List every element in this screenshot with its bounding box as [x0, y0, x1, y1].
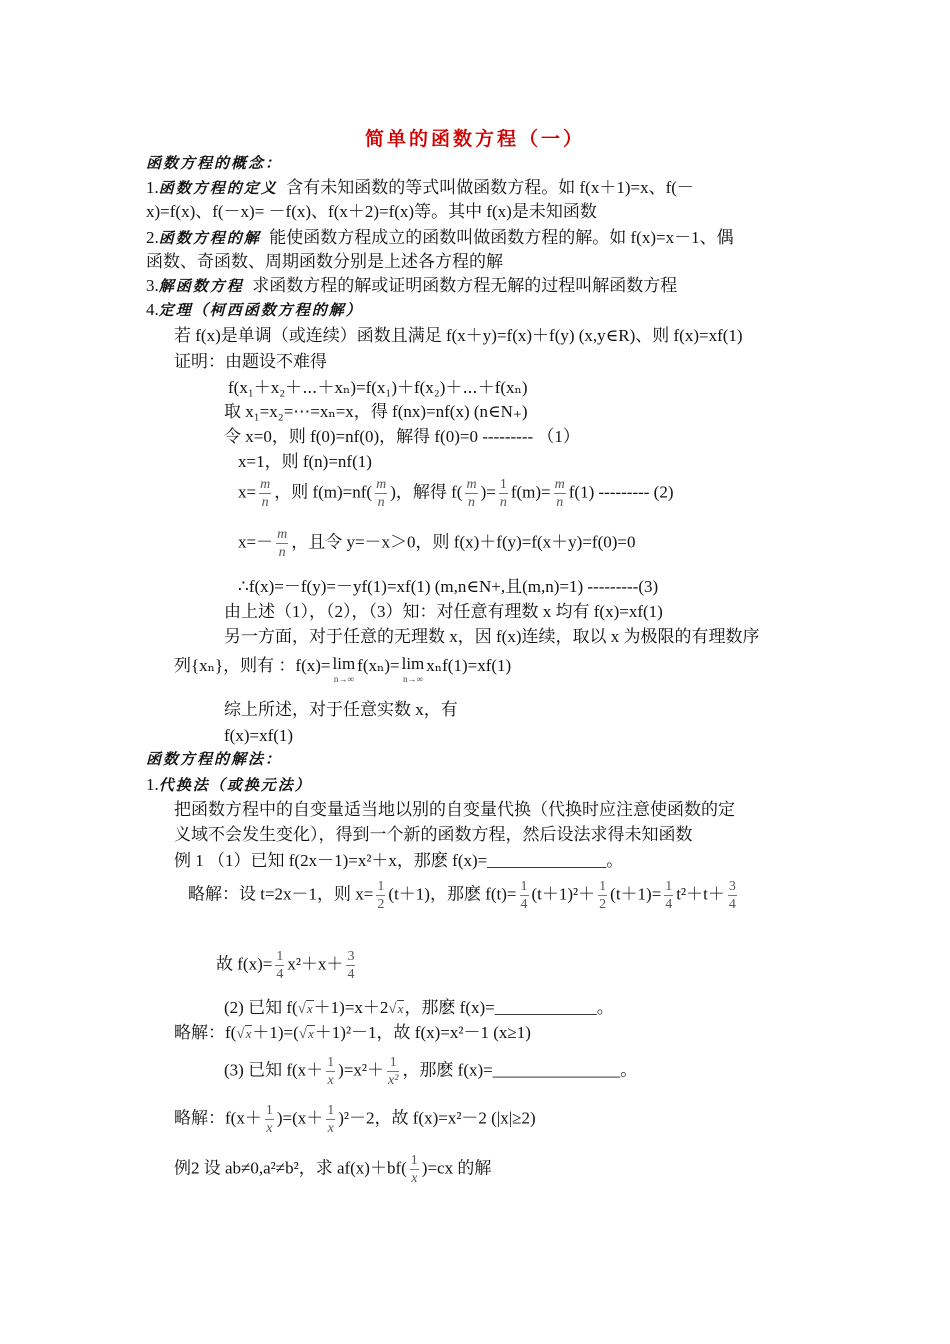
m1-num: 1. — [146, 775, 159, 794]
definition-1-cont: x)=f(x)、f(－x)= －f(x)、f(x＋2)=f(x)等。其中 f(x)是未知函数 — [146, 202, 597, 221]
ex2-a: 例2 设 ab≠0,a²≠b²，求 af(x)＋bf( — [174, 1158, 407, 1178]
method-1-desc-2: 义域不会发生变化），得到一个新的函数方程，然后设法求得未知函数 — [174, 825, 693, 844]
irr2-a: 列{xₙ}，则有 ：f(x)= — [174, 656, 331, 675]
fraction-1-over-2: $\frac{1}{2}$ — [599, 879, 607, 912]
fraction-m-over-n: $\frac{m}{n}$ — [260, 477, 271, 510]
s1b-b: x²＋x＋ — [287, 954, 344, 974]
proof-irrational-2 — [174, 654, 511, 684]
def1-text: 含有未知函数的等式叫做函数方程。如 f(x＋1)=x、f(－ — [286, 178, 694, 197]
page-title: 简单的函数方程（一） — [364, 129, 585, 150]
fraction-1-over-x: $\frac{1}{x}$ — [265, 1103, 273, 1136]
fraction-m-over-n: $\frac{m}{n}$ — [277, 527, 288, 560]
proof-conclusion-rational: 由上述（1），（2），（3）知：对任意有理数 x 均有 f(x)=xf(1) — [224, 602, 663, 621]
fraction-m-over-n: $\frac{m}{n}$ — [554, 477, 565, 510]
m1-term: 代换法（或换元法） — [158, 778, 312, 794]
sqrt-x: √x — [297, 1001, 313, 1017]
xmn-b: ，则 f(m)=nf( — [274, 482, 373, 502]
proof-sum: f(x₁＋x₂＋⋯＋xₙ)=f(x₁)＋f(x₂)＋⋯＋f(xₙ) — [228, 378, 528, 397]
s3-c: )²－2，故 f(x)=x²－2 (|x|≥2) — [338, 1108, 536, 1128]
definition-4 — [146, 298, 363, 323]
s1-b: (t＋1)，那麽 f(t)= — [388, 884, 517, 904]
example-1-solution-1 — [188, 878, 740, 913]
fraction-1-over-4: $\frac{1}{4}$ — [276, 949, 284, 982]
example-1-q1: 例 1 （1）已知 f(2x－1)=x²＋x，那麽 f(x)=______________。 — [174, 851, 624, 870]
theorem-statement: 若 f(x)是单调（或连续）函数且满足 f(x＋y)=f(x)＋f(y) (x,y∈R)、则 f(x)=xf(1) — [174, 326, 743, 345]
def2-text: 能使函数方程成立的函数叫做函数方程的解。如 f(x)=x－1、偶 — [269, 228, 734, 247]
fraction-3-over-4: $\frac{3}{4}$ — [347, 949, 355, 982]
definition-3 — [146, 274, 677, 299]
example-1-q2 — [224, 996, 614, 1021]
definition-2-cont: 函数、奇函数、周期函数分别是上述各方程的解 — [146, 252, 503, 271]
sqrt-x: √x — [236, 1026, 252, 1042]
fraction-1-over-x: $\frac{1}{x}$ — [327, 1103, 335, 1136]
method-1-title — [146, 773, 312, 798]
limit-operator: lim n→∞ — [401, 654, 425, 684]
def1-term: 函数方程的定义 — [158, 181, 278, 197]
xmn-e: f(m)= — [510, 482, 551, 502]
xmn-f: f(1) --------- (2) — [568, 482, 674, 502]
sqrt-x: √x — [388, 1001, 404, 1017]
proof-take: 取 x₁=x₂=⋯=xₙ=x，得 f(nx)=nf(x) (n∈N₊) — [224, 402, 528, 421]
proof-x1: x=1，则 f(n)=nf(1) — [238, 452, 372, 471]
s2-b: ＋1)=( — [252, 1023, 299, 1042]
def3-num: 3. — [146, 276, 159, 295]
s2-c: ＋1)²－1，故 f(x)=x²－1 (x≥1) — [314, 1023, 531, 1042]
limit-operator: lim n→∞ — [332, 654, 356, 684]
q2-a: (2) 已知 f( — [224, 998, 298, 1017]
def4-num: 4. — [146, 300, 159, 319]
s3-a: 略解：f(x＋ — [174, 1108, 262, 1128]
example-1-solution-2 — [174, 1021, 531, 1046]
fraction-1-over-2: $\frac{1}{2}$ — [377, 879, 385, 912]
fraction-1-over-4: $\frac{1}{4}$ — [520, 879, 528, 912]
irr2-c: xₙf(1)=xf(1) — [426, 656, 512, 675]
def3-text: 求函数方程的解或证明函数方程无解的过程叫解函数方程 — [252, 276, 678, 295]
def1-num: 1. — [146, 178, 159, 197]
proof-final: f(x)=xf(1) — [224, 726, 294, 745]
q2-c: ，那麽 f(x)=____________。 — [404, 998, 614, 1017]
fraction-1-over-n: $\frac{1}{n}$ — [499, 477, 507, 510]
fraction-1-over-4: $\frac{1}{4}$ — [665, 879, 673, 912]
proof-x0: 令 x=0，则 f(0)=nf(0)，解得 f(0)=0 --------- （1） — [224, 427, 580, 446]
q3-c: ，那麽 f(x)=_______________。 — [402, 1060, 638, 1080]
fraction-1-over-x: $\frac{1}{x}$ — [410, 1153, 418, 1186]
def3-term: 解函数方程 — [158, 279, 244, 295]
example-1-solution-1b — [216, 948, 358, 983]
q3-b: )=x²＋ — [338, 1060, 385, 1080]
definition-1 — [146, 176, 694, 201]
example-2 — [174, 1152, 491, 1187]
proof-summary: 综上所述，对于任意实数 x，有 — [224, 700, 458, 719]
xneg-a: x=－ — [238, 532, 274, 552]
def2-num: 2. — [146, 228, 159, 247]
s1-d: (t＋1)= — [610, 884, 662, 904]
s1b-a: 故 f(x)= — [216, 954, 273, 974]
ex2-b: )=cx 的解 — [421, 1158, 492, 1178]
sqrt-x: √x — [298, 1026, 314, 1042]
definition-2 — [146, 226, 734, 251]
proof-intro: 证明：由题设不难得 — [174, 352, 327, 371]
s2-a: 略解：f( — [174, 1023, 237, 1042]
xmn-c: )，解得 f( — [390, 482, 463, 502]
def4-term: 定理（柯西函数方程的解） — [158, 303, 363, 319]
proof-xneg — [238, 526, 636, 561]
fraction-3-over-4: $\frac{3}{4}$ — [728, 879, 736, 912]
s1-c: (t＋1)²＋ — [531, 884, 596, 904]
proof-irrational-1: 另一方面，对于任意的无理数 x，因 f(x)连续，取以 x 为极限的有理数序 — [224, 627, 760, 646]
fraction-m-over-n: $\frac{m}{n}$ — [376, 477, 387, 510]
proof-therefore: ∴f(x)=－f(y)=－yf(1)=xf(1) (m,n∈N+,且(m,n)=1) ---------(3) — [238, 577, 659, 596]
s3-b: )=(x＋ — [276, 1108, 324, 1128]
xmn-d: )= — [480, 482, 496, 502]
irr2-b: f(xₙ)= — [357, 656, 400, 675]
fraction-1-over-x: $\frac{1}{x}$ — [327, 1055, 335, 1088]
xmn-a: x= — [238, 482, 257, 502]
section-heading-methods: 函数方程的解法： — [146, 752, 283, 768]
s1-a: 略解：设 t=2x－1，则 x= — [188, 884, 374, 904]
section-heading-concept: 函数方程的概念： — [146, 156, 283, 172]
s1-e: t²＋t＋ — [676, 884, 725, 904]
proof-xmn — [238, 476, 674, 511]
q3-a: (3) 已知 f(x＋ — [224, 1060, 324, 1080]
fraction-m-over-n: $\frac{m}{n}$ — [466, 477, 477, 510]
def2-term: 函数方程的解 — [158, 231, 261, 247]
fraction-1-over-x2: $\frac{1}{\text{x²}}$ — [388, 1055, 399, 1088]
method-1-desc-1: 把函数方程中的自变量适当地以别的自变量代换（代换时应注意使函数的定 — [174, 800, 735, 819]
example-1-q3 — [224, 1054, 637, 1089]
xneg-b: ，且令 y=－x＞0，则 f(x)＋f(y)=f(x＋y)=f(0)=0 — [291, 532, 636, 552]
example-1-solution-3 — [174, 1102, 536, 1137]
q2-b: ＋1)=x＋2 — [313, 998, 389, 1017]
